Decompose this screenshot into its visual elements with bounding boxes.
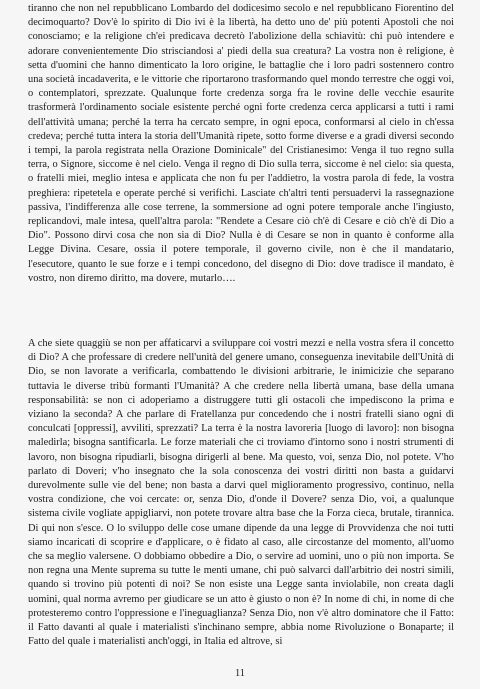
paragraph-2: A che siete quaggiù se non per affaticarvi a sviluppare coi vostri mezzi e nella vostra sfera il concetto di Dio? A che professare di credere nell'unità del genere umano, conseguenza inevitabile dell'Unità di Dio, se non lavorate a verificarla, combattendo le divisioni arbitrarie, le inimicizie che separano tuttavia le diverse tribù formanti l'Umanità? A che credere nella libertà umana, base della umana responsabilità: se non ci adoperiamo a distruggere tutti gli ostacoli che impediscono la prima e viziano la seconda? A che parlare di Fratellanza pur concedendo che i nostri fratelli siano ogni dì conculcati [oppressi], avviliti, sprezzati? La terra è la nostra lavoreria [luogo di lavoro]: non bisogna maledirla; bisogna santificarla. Le forze materiali che ci troviamo d'intorno sono i nostri strumenti di lavoro, non bisogna ripudiarli, bisogna dirigerli al bene. Ma questo, voi, senza Dio, nol potete. V'ho parlato di Doveri; v'ho insegnato che la sola conoscenza dei vostri diritti non basta a guidarvi durevolmente sulle vie del bene; non basta a darvi quel miglioramento progressivo, continuo, nella vostra condizione, che voi cercate: or, senza Dio, d'onde il Dovere? senza Dio, voi, a qualunque sistema civile vogliate appigliarvi, non potete trovare altra base che la Forza cieca, brutale, tirannica. Di qui non s'esce. O lo sviluppo delle cose umane dipende da una legge di Provvidenza che noi tutti siamo incaricati di scoprire e d'applicare, o è fidato al caso, alle circostanze del momento, all'uomo che sa meglio valersene. O dobbiamo obbedire a Dio, o servire ad uomini, uno o più non importa. Se non regna una Mente suprema su tutte le menti umane, chi può salvarci dall'arbitrio dei nostri simili, quando si trovino più potenti di noi? Se non esiste una Legge santa inviolabile, non creata dagli uomini, qual norma avremo per giudicare se un atto è giusto o non è? In nome di chi, in nome di che protesteremo contro l'oppressione e l'ineguaglianza? Senza Dio, non v'è altro dominatore che il Fatto: il Fatto davanti al quale i materialisti s'inchinano sempre, abbia nome Rivoluzione o Bonaparte; il Fatto del quale i materialisti anch'oggi, in Italia ed altrove, si [28, 338, 454, 648]
paragraph-1: tiranno che non nel repubblicano Lombardo del dodicesimo secolo e nel repubblicano Fiorentino del decimoquarto? Dov'è lo spirito di Dio ivi è la libertà, ha detto uno de' più potenti Apostoli che noi conosciamo; e la religione ch'ei predicava decretò l'abolizione della schiavitù: chi può intendere e adorare convenientemente Dio strisciandosi a' piedi della sua creatura? La vostra non è religione, è setta d'uomini che hanno dimenticato la loro origine, le battaglie che i loro padri sostennero contro una società incadaverita, e le vittorie che riportarono trasformando quel mondo terrestre che oggi voi, o contemplatori, sprezzate. Qualunque forte credenza sorga fra le rovine delle vecchie esaurite trasformerà l'ordinamento sociale esistente perché ogni forte credenza cerca applicarsi a tutti i rami dell'attività umana; perché la terra ha cercato sempre, in ogni epoca, conformarsi al cielo in ch'essa credeva; perché tutta intera la storia dell'Umanità ripete, sotto forme diverse e a gradi diversi secondo i tempi, la parola registrata nella Orazione Dominicale" del Cristianesimo: Venga il tuo regno sulla terra, o Signore, siccome è nel cielo. Venga il regno di Dio sulla terra, siccome è nel cielo: sia questa, o fratelli miei, meglio intesa e applicata che non fu per l'addietro, la vostra parola di fede, la vostra preghiera: ripetetela e operate perché si verifichi. Lasciate ch'altri tenti persuadervi la rassegnazione passiva, l'indifferenza alle cose terrene, la sommersione ad ogni potere temporale anche l'ingiusto, replicandovi, male intesa, quell'altra parola: "Rendete a Cesare ciò ch'è di Cesare e ciò ch'è di Dio a Dio". Possono dirvi cosa che non sia di Dio? Nulla è di Cesare se non in quanto è conforme alla Legge Divina. Cesare, ossia il potere temporale, il governo civile, non è che il mandatario, l'esecutore, quanto le sue forze e i tempi concedono, del disegno di Dio: dove tradisce il mandato, è vostro, non diremo diritto, ma dovere, mutarlo…. [28, 3, 454, 284]
page-number: 11 [234, 668, 245, 679]
